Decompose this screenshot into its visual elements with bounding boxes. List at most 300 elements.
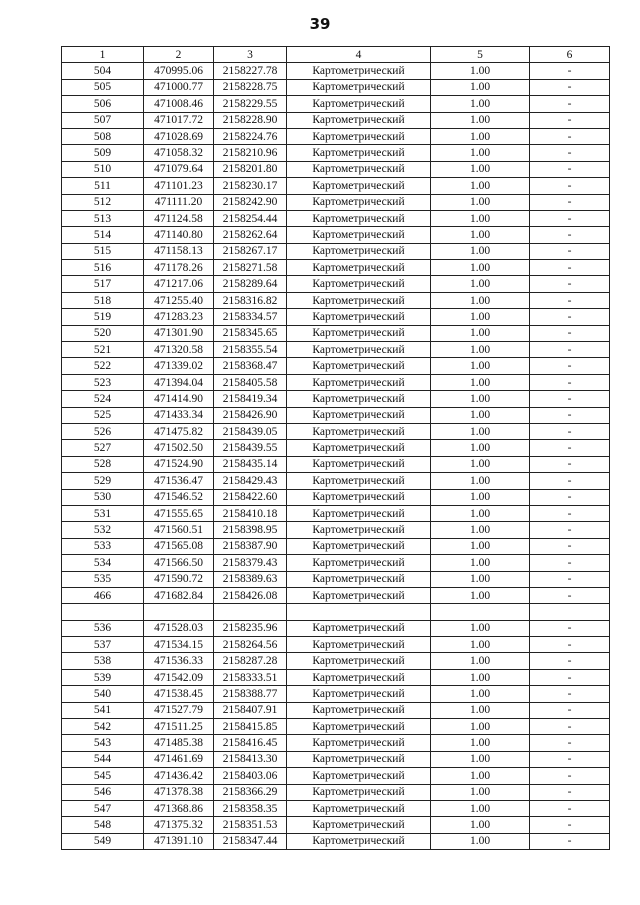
x-coordinate-cell: 471536.47: [144, 473, 214, 489]
accuracy-cell: 1.00: [431, 719, 530, 735]
accuracy-cell: 1.00: [431, 391, 530, 407]
point-number-cell: 534: [62, 555, 144, 571]
method-cell: Картометрический: [287, 309, 431, 325]
accuracy-cell: 1.00: [431, 637, 530, 653]
note-cell: -: [530, 342, 610, 358]
y-coordinate-cell: 2158230.17: [214, 178, 287, 194]
note-cell: -: [530, 210, 610, 226]
method-cell: Картометрический: [287, 669, 431, 685]
method-cell: Картометрический: [287, 751, 431, 767]
accuracy-cell: 1.00: [431, 112, 530, 128]
x-coordinate-cell: 471682.84: [144, 587, 214, 603]
x-coordinate-cell: 471565.08: [144, 538, 214, 554]
point-number-cell: 543: [62, 735, 144, 751]
note-cell: -: [530, 63, 610, 79]
method-cell: Картометрический: [287, 227, 431, 243]
accuracy-cell: 1.00: [431, 243, 530, 259]
accuracy-cell: 1.00: [431, 227, 530, 243]
x-coordinate-cell: 471436.42: [144, 768, 214, 784]
table-row: [62, 555, 610, 571]
y-coordinate-cell: [214, 604, 287, 620]
y-coordinate-cell: 2158407.91: [214, 702, 287, 718]
table-row: [62, 79, 610, 95]
y-coordinate-cell: 2158271.58: [214, 260, 287, 276]
y-coordinate-cell: 2158228.90: [214, 112, 287, 128]
accuracy-cell: 1.00: [431, 702, 530, 718]
x-coordinate-cell: 471391.10: [144, 833, 214, 849]
point-number-cell: 522: [62, 358, 144, 374]
method-cell: Картометрический: [287, 817, 431, 833]
point-number-cell: 531: [62, 505, 144, 521]
x-coordinate-cell: 471339.02: [144, 358, 214, 374]
note-cell: -: [530, 292, 610, 308]
method-cell: Картометрический: [287, 178, 431, 194]
table-row: [62, 128, 610, 144]
y-coordinate-cell: 2158262.64: [214, 227, 287, 243]
y-coordinate-cell: 2158287.28: [214, 653, 287, 669]
table-row: [62, 653, 610, 669]
x-coordinate-cell: 471283.23: [144, 309, 214, 325]
point-number-cell: 506: [62, 96, 144, 112]
x-coordinate-cell: 470995.06: [144, 63, 214, 79]
accuracy-cell: 1.00: [431, 735, 530, 751]
accuracy-cell: 1.00: [431, 833, 530, 849]
point-number-cell: 547: [62, 800, 144, 816]
method-cell: Картометрический: [287, 325, 431, 341]
note-cell: -: [530, 800, 610, 816]
x-coordinate-cell: 471368.86: [144, 800, 214, 816]
table-row: [62, 686, 610, 702]
accuracy-cell: 1.00: [431, 276, 530, 292]
accuracy-cell: 1.00: [431, 145, 530, 161]
table-row: [62, 423, 610, 439]
y-coordinate-cell: 2158355.54: [214, 342, 287, 358]
accuracy-cell: 1.00: [431, 423, 530, 439]
table-row: [62, 63, 610, 79]
header-row: [62, 47, 610, 63]
x-coordinate-cell: 471542.09: [144, 669, 214, 685]
point-number-cell: 549: [62, 833, 144, 849]
y-coordinate-cell: 2158439.05: [214, 423, 287, 439]
y-coordinate-cell: 2158334.57: [214, 309, 287, 325]
note-cell: -: [530, 669, 610, 685]
x-coordinate-cell: 471511.25: [144, 719, 214, 735]
table-row: [62, 669, 610, 685]
point-number-cell: 526: [62, 423, 144, 439]
accuracy-cell: 1.00: [431, 653, 530, 669]
x-coordinate-cell: 471301.90: [144, 325, 214, 341]
point-number-cell: 519: [62, 309, 144, 325]
y-coordinate-cell: 2158242.90: [214, 194, 287, 210]
accuracy-cell: 1.00: [431, 79, 530, 95]
method-cell: Картометрический: [287, 587, 431, 603]
point-number-cell: 508: [62, 128, 144, 144]
point-number-cell: 545: [62, 768, 144, 784]
accuracy-cell: 1.00: [431, 587, 530, 603]
method-cell: Картометрический: [287, 342, 431, 358]
point-number-cell: [62, 604, 144, 620]
note-cell: -: [530, 833, 610, 849]
method-cell: Картометрический: [287, 456, 431, 472]
x-coordinate-cell: 471178.26: [144, 260, 214, 276]
point-number-cell: 541: [62, 702, 144, 718]
note-cell: -: [530, 243, 610, 259]
x-coordinate-cell: 471590.72: [144, 571, 214, 587]
point-number-cell: 532: [62, 522, 144, 538]
x-coordinate-cell: 471475.82: [144, 423, 214, 439]
column-header: 4: [287, 47, 431, 63]
point-number-cell: 530: [62, 489, 144, 505]
note-cell: -: [530, 440, 610, 456]
column-header: 2: [144, 47, 214, 63]
accuracy-cell: 1.00: [431, 456, 530, 472]
y-coordinate-cell: 2158366.29: [214, 784, 287, 800]
y-coordinate-cell: 2158345.65: [214, 325, 287, 341]
accuracy-cell: 1.00: [431, 178, 530, 194]
point-number-cell: 512: [62, 194, 144, 210]
table-row: [62, 784, 610, 800]
x-coordinate-cell: [144, 604, 214, 620]
table-row: [62, 473, 610, 489]
y-coordinate-cell: 2158415.85: [214, 719, 287, 735]
x-coordinate-cell: 471255.40: [144, 292, 214, 308]
note-cell: -: [530, 489, 610, 505]
table-row: [62, 194, 610, 210]
y-coordinate-cell: 2158267.17: [214, 243, 287, 259]
method-cell: Картометрический: [287, 522, 431, 538]
note-cell: -: [530, 161, 610, 177]
y-coordinate-cell: 2158439.55: [214, 440, 287, 456]
accuracy-cell: 1.00: [431, 161, 530, 177]
point-number-cell: 509: [62, 145, 144, 161]
accuracy-cell: 1.00: [431, 538, 530, 554]
table-row: [62, 604, 610, 620]
point-number-cell: 521: [62, 342, 144, 358]
accuracy-cell: 1.00: [431, 309, 530, 325]
note-cell: -: [530, 128, 610, 144]
y-coordinate-cell: 2158379.43: [214, 555, 287, 571]
y-coordinate-cell: 2158426.90: [214, 407, 287, 423]
note-cell: -: [530, 571, 610, 587]
note-cell: -: [530, 227, 610, 243]
method-cell: Картометрический: [287, 112, 431, 128]
table-row: [62, 96, 610, 112]
accuracy-cell: 1.00: [431, 571, 530, 587]
note-cell: -: [530, 178, 610, 194]
point-number-cell: 540: [62, 686, 144, 702]
x-coordinate-cell: 471485.38: [144, 735, 214, 751]
note-cell: -: [530, 407, 610, 423]
method-cell: Картометрический: [287, 489, 431, 505]
x-coordinate-cell: 471158.13: [144, 243, 214, 259]
accuracy-cell: 1.00: [431, 374, 530, 390]
coordinates-table: [61, 46, 610, 850]
table-row: [62, 243, 610, 259]
note-cell: -: [530, 325, 610, 341]
method-cell: Картометрический: [287, 686, 431, 702]
y-coordinate-cell: 2158419.34: [214, 391, 287, 407]
point-number-cell: 536: [62, 620, 144, 636]
accuracy-cell: 1.00: [431, 784, 530, 800]
table-row: [62, 112, 610, 128]
point-number-cell: 527: [62, 440, 144, 456]
method-cell: Картометрический: [287, 292, 431, 308]
accuracy-cell: 1.00: [431, 817, 530, 833]
point-number-cell: 538: [62, 653, 144, 669]
table-row: [62, 833, 610, 849]
y-coordinate-cell: 2158410.18: [214, 505, 287, 521]
note-cell: -: [530, 309, 610, 325]
point-number-cell: 533: [62, 538, 144, 554]
y-coordinate-cell: 2158264.56: [214, 637, 287, 653]
accuracy-cell: 1.00: [431, 505, 530, 521]
y-coordinate-cell: 2158398.95: [214, 522, 287, 538]
method-cell: Картометрический: [287, 161, 431, 177]
note-cell: -: [530, 719, 610, 735]
y-coordinate-cell: 2158254.44: [214, 210, 287, 226]
method-cell: Картометрический: [287, 505, 431, 521]
x-coordinate-cell: 471101.23: [144, 178, 214, 194]
x-coordinate-cell: 471058.32: [144, 145, 214, 161]
y-coordinate-cell: 2158429.43: [214, 473, 287, 489]
y-coordinate-cell: 2158229.55: [214, 96, 287, 112]
x-coordinate-cell: 471546.52: [144, 489, 214, 505]
note-cell: -: [530, 637, 610, 653]
note-cell: -: [530, 194, 610, 210]
note-cell: -: [530, 79, 610, 95]
note-cell: -: [530, 358, 610, 374]
y-coordinate-cell: 2158227.78: [214, 63, 287, 79]
accuracy-cell: 1.00: [431, 358, 530, 374]
y-coordinate-cell: 2158389.63: [214, 571, 287, 587]
method-cell: Картометрический: [287, 768, 431, 784]
table-row: [62, 440, 610, 456]
x-coordinate-cell: 471527.79: [144, 702, 214, 718]
note-cell: -: [530, 735, 610, 751]
point-number-cell: 548: [62, 817, 144, 833]
method-cell: Картометрический: [287, 210, 431, 226]
x-coordinate-cell: 471394.04: [144, 374, 214, 390]
point-number-cell: 515: [62, 243, 144, 259]
method-cell: Картометрический: [287, 194, 431, 210]
column-header: 6: [530, 47, 610, 63]
table-row: [62, 309, 610, 325]
method-cell: Картометрический: [287, 243, 431, 259]
table-row: [62, 751, 610, 767]
column-header: 5: [431, 47, 530, 63]
table-row: [62, 522, 610, 538]
accuracy-cell: 1.00: [431, 210, 530, 226]
x-coordinate-cell: 471140.80: [144, 227, 214, 243]
x-coordinate-cell: 471000.77: [144, 79, 214, 95]
table-row: [62, 292, 610, 308]
method-cell: Картометрический: [287, 653, 431, 669]
table-row: [62, 342, 610, 358]
method-cell: Картометрический: [287, 276, 431, 292]
method-cell: Картометрический: [287, 637, 431, 653]
point-number-cell: 517: [62, 276, 144, 292]
note-cell: -: [530, 456, 610, 472]
note-cell: [530, 604, 610, 620]
table-row: [62, 620, 610, 636]
accuracy-cell: 1.00: [431, 800, 530, 816]
y-coordinate-cell: 2158403.06: [214, 768, 287, 784]
accuracy-cell: 1.00: [431, 292, 530, 308]
table-row: [62, 571, 610, 587]
point-number-cell: 511: [62, 178, 144, 194]
point-number-cell: 537: [62, 637, 144, 653]
note-cell: -: [530, 620, 610, 636]
point-number-cell: 525: [62, 407, 144, 423]
point-number-cell: 510: [62, 161, 144, 177]
point-number-cell: 507: [62, 112, 144, 128]
note-cell: -: [530, 702, 610, 718]
point-number-cell: 528: [62, 456, 144, 472]
y-coordinate-cell: 2158422.60: [214, 489, 287, 505]
table-row: [62, 161, 610, 177]
note-cell: -: [530, 784, 610, 800]
accuracy-cell: 1.00: [431, 522, 530, 538]
x-coordinate-cell: 471555.65: [144, 505, 214, 521]
y-coordinate-cell: 2158358.35: [214, 800, 287, 816]
method-cell: Картометрический: [287, 538, 431, 554]
point-number-cell: 505: [62, 79, 144, 95]
x-coordinate-cell: 471528.03: [144, 620, 214, 636]
x-coordinate-cell: 471375.32: [144, 817, 214, 833]
accuracy-cell: 1.00: [431, 686, 530, 702]
point-number-cell: 514: [62, 227, 144, 243]
accuracy-cell: 1.00: [431, 128, 530, 144]
point-number-cell: 524: [62, 391, 144, 407]
x-coordinate-cell: 471502.50: [144, 440, 214, 456]
point-number-cell: 520: [62, 325, 144, 341]
accuracy-cell: 1.00: [431, 440, 530, 456]
note-cell: -: [530, 751, 610, 767]
y-coordinate-cell: 2158347.44: [214, 833, 287, 849]
note-cell: -: [530, 96, 610, 112]
table-row: [62, 407, 610, 423]
note-cell: -: [530, 145, 610, 161]
accuracy-cell: [431, 604, 530, 620]
note-cell: -: [530, 686, 610, 702]
y-coordinate-cell: 2158405.58: [214, 374, 287, 390]
x-coordinate-cell: 471017.72: [144, 112, 214, 128]
method-cell: Картометрический: [287, 833, 431, 849]
table-row: [62, 260, 610, 276]
note-cell: -: [530, 423, 610, 439]
note-cell: -: [530, 374, 610, 390]
table-row: [62, 391, 610, 407]
method-cell: Картометрический: [287, 128, 431, 144]
y-coordinate-cell: 2158316.82: [214, 292, 287, 308]
x-coordinate-cell: 471461.69: [144, 751, 214, 767]
y-coordinate-cell: 2158235.96: [214, 620, 287, 636]
note-cell: -: [530, 768, 610, 784]
table-row: [62, 719, 610, 735]
method-cell: Картометрический: [287, 702, 431, 718]
method-cell: Картометрический: [287, 145, 431, 161]
y-coordinate-cell: 2158413.30: [214, 751, 287, 767]
method-cell: Картометрический: [287, 735, 431, 751]
y-coordinate-cell: 2158351.53: [214, 817, 287, 833]
point-number-cell: 544: [62, 751, 144, 767]
table-row: [62, 702, 610, 718]
x-coordinate-cell: 471524.90: [144, 456, 214, 472]
y-coordinate-cell: 2158426.08: [214, 587, 287, 603]
x-coordinate-cell: 471534.15: [144, 637, 214, 653]
x-coordinate-cell: 471538.45: [144, 686, 214, 702]
accuracy-cell: 1.00: [431, 260, 530, 276]
method-cell: Картометрический: [287, 571, 431, 587]
point-number-cell: 535: [62, 571, 144, 587]
point-number-cell: 513: [62, 210, 144, 226]
note-cell: -: [530, 260, 610, 276]
accuracy-cell: 1.00: [431, 768, 530, 784]
accuracy-cell: 1.00: [431, 63, 530, 79]
note-cell: -: [530, 112, 610, 128]
column-header: 1: [62, 47, 144, 63]
y-coordinate-cell: 2158333.51: [214, 669, 287, 685]
table-row: [62, 145, 610, 161]
x-coordinate-cell: 471536.33: [144, 653, 214, 669]
x-coordinate-cell: 471111.20: [144, 194, 214, 210]
method-cell: Картометрический: [287, 800, 431, 816]
note-cell: -: [530, 276, 610, 292]
table-header: [62, 47, 610, 63]
point-number-cell: 516: [62, 260, 144, 276]
point-number-cell: 518: [62, 292, 144, 308]
table-row: [62, 210, 610, 226]
table-row: [62, 276, 610, 292]
table-row: [62, 538, 610, 554]
method-cell: Картометрический: [287, 391, 431, 407]
point-number-cell: 546: [62, 784, 144, 800]
x-coordinate-cell: 471378.38: [144, 784, 214, 800]
y-coordinate-cell: 2158289.64: [214, 276, 287, 292]
x-coordinate-cell: 471079.64: [144, 161, 214, 177]
accuracy-cell: 1.00: [431, 555, 530, 571]
note-cell: -: [530, 587, 610, 603]
note-cell: -: [530, 653, 610, 669]
table-row: [62, 637, 610, 653]
table-row: [62, 800, 610, 816]
point-number-cell: 466: [62, 587, 144, 603]
method-cell: Картометрический: [287, 96, 431, 112]
note-cell: -: [530, 505, 610, 521]
note-cell: -: [530, 473, 610, 489]
table-row: [62, 325, 610, 341]
method-cell: Картометрический: [287, 63, 431, 79]
page-number: 39: [309, 15, 331, 33]
y-coordinate-cell: 2158416.45: [214, 735, 287, 751]
y-coordinate-cell: 2158435.14: [214, 456, 287, 472]
accuracy-cell: 1.00: [431, 96, 530, 112]
table-row: [62, 456, 610, 472]
point-number-cell: 539: [62, 669, 144, 685]
table-row: [62, 227, 610, 243]
accuracy-cell: 1.00: [431, 620, 530, 636]
table-row: [62, 374, 610, 390]
method-cell: Картометрический: [287, 620, 431, 636]
method-cell: Картометрический: [287, 423, 431, 439]
note-cell: -: [530, 817, 610, 833]
point-number-cell: 523: [62, 374, 144, 390]
x-coordinate-cell: 471566.50: [144, 555, 214, 571]
method-cell: Картометрический: [287, 358, 431, 374]
y-coordinate-cell: 2158368.47: [214, 358, 287, 374]
method-cell: Картометрический: [287, 555, 431, 571]
x-coordinate-cell: 471008.46: [144, 96, 214, 112]
